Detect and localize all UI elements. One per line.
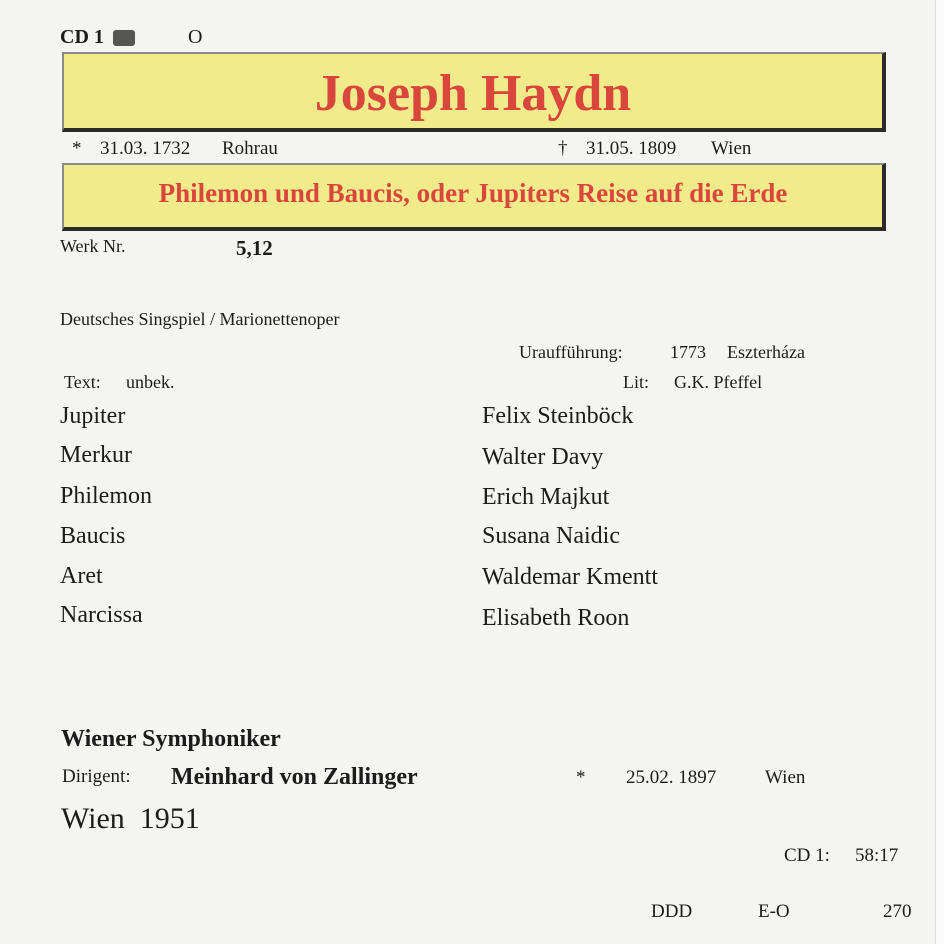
- werk-number: 5,12: [236, 236, 273, 260]
- werk-label: Werk Nr.: [60, 236, 126, 256]
- cast-role: Jupiter: [60, 403, 126, 429]
- redaction-mark: [113, 30, 135, 46]
- death-place: Wien: [711, 138, 752, 159]
- text-value: unbek.: [126, 372, 175, 392]
- birth-date: 31.03. 1732: [100, 138, 191, 159]
- lit-value: G.K. Pfeffel: [674, 372, 763, 392]
- duration-value: 58:17: [855, 845, 899, 866]
- cd-label: CD 1: [60, 26, 104, 48]
- cast-role: Aret: [60, 563, 103, 589]
- footer-number: 270: [883, 901, 912, 922]
- duration-label: CD 1:: [784, 845, 830, 866]
- footer-format: DDD: [651, 901, 693, 922]
- cast-role: Merkur: [60, 442, 132, 468]
- page-edge: [935, 0, 944, 944]
- conductor-birth-date: 25.02. 1897: [626, 767, 717, 788]
- cast-singer: Erich Majkut: [482, 484, 610, 510]
- composer-name: Joseph Haydn: [314, 65, 632, 122]
- premiere-place: Eszterháza: [727, 342, 805, 362]
- work-title-banner: [62, 163, 886, 231]
- recording-place-year: Wien 1951: [61, 802, 200, 835]
- conductor-name: Meinhard von Zallinger: [171, 764, 418, 790]
- birth-mark: *: [72, 138, 82, 159]
- cast-singer: Susana Naidic: [482, 523, 620, 549]
- work-title: Philemon und Baucis, oder Jupiters Reise auf die Erde: [158, 178, 788, 208]
- premiere-label: Uraufführung:: [519, 342, 623, 362]
- conductor-label: Dirigent:: [62, 766, 131, 787]
- text-label: Text:: [64, 372, 101, 392]
- cast-role: Baucis: [60, 523, 126, 549]
- birth-place: Rohrau: [222, 138, 278, 159]
- composer-banner: [62, 52, 886, 132]
- cast-role: Philemon: [60, 483, 153, 509]
- death-date: 31.05. 1809: [586, 138, 677, 159]
- death-mark: †: [558, 138, 568, 159]
- cast-singer: Elisabeth Roon: [482, 605, 630, 631]
- genre: Deutsches Singspiel / Marionettenoper: [60, 309, 340, 329]
- cast-singer: Felix Steinböck: [482, 403, 634, 429]
- lit-label: Lit:: [623, 372, 649, 392]
- cast-role: Narcissa: [60, 602, 143, 628]
- cd-circle: O: [188, 26, 203, 48]
- conductor-birth-mark: *: [576, 767, 586, 788]
- footer-code: E-O: [758, 901, 790, 922]
- cast-singer: Waldemar Kmentt: [482, 564, 659, 590]
- cast-singer: Walter Davy: [482, 444, 604, 470]
- premiere-year: 1773: [670, 342, 706, 362]
- conductor-birth-place: Wien: [765, 767, 806, 788]
- orchestra: Wiener Symphoniker: [61, 726, 281, 752]
